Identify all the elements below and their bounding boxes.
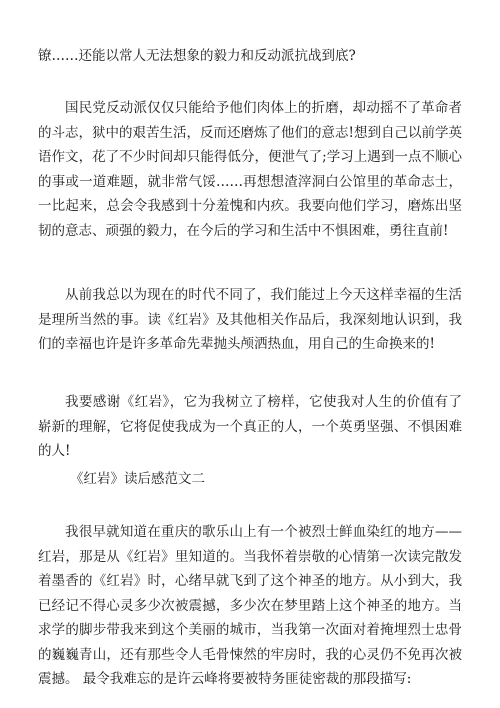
paragraph-1: 镣……还能以常人无法想象的毅力和反动派抗战到底? — [38, 48, 356, 64]
paragraph-5: 我很早就知道在重庆的歌乐山上有一个被烈士鲜血染红的地方——红岩，那是从《红岩》里知道的。当我怀着崇敬的心情第一次读完散发着墨香的《红岩》时，心绪早就飞到了这个神圣的地方。从小到大，我已经记不得心灵多少次被震撼，多少次在梦里踏上这个神圣的地方。当求学的脚步带我来到这个美丽的城市，当我第一次面对着掩埋烈士忠骨的巍巍青山，还有那些令人毛骨悚然的牢房时，我的心灵仍不免再次被震撼。 最令我难忘的是许云峰将要被特务匪徒密裁的那段描写: — [38, 524, 462, 687]
paragraph-2: 国民党反动派仅仅只能给予他们肉体上的折磨，却动摇不了革命者的斗志，狱中的艰苦生活，反而还磨炼了他们的意志!想到自己以前学英语作文，花了不少时间却只能得低分，便泄气了;学习上遇到一点不顺心的事或一道难题，就非常气馁……再想想渣滓洞白公馆里的革命志士，一比起来，总会令我感到十分羞愧和内疚。我要向他们学习，磨炼出坚韧的意志、顽强的毅力，在今后的学习和生活中不惧困难，勇往直前! — [38, 100, 462, 239]
paragraph-3: 从前我总以为现在的时代不同了，我们能过上今天这样幸福的生活是理所当然的事。读《红岩》及其他相关作品后，我深刻地认识到，我们的幸福也许是许多革命先辈抛头颅洒热血，用自己的生命换来的! — [38, 287, 462, 352]
section-title: 《红岩》读后感范文二 — [70, 471, 205, 487]
paragraph-4: 我要感谢《红岩》，它为我树立了榜样，它使我对人生的价值有了崭新的理解，它将促使我成为一个真正的人，一个英勇坚强、不惧困难的人! — [38, 394, 462, 459]
